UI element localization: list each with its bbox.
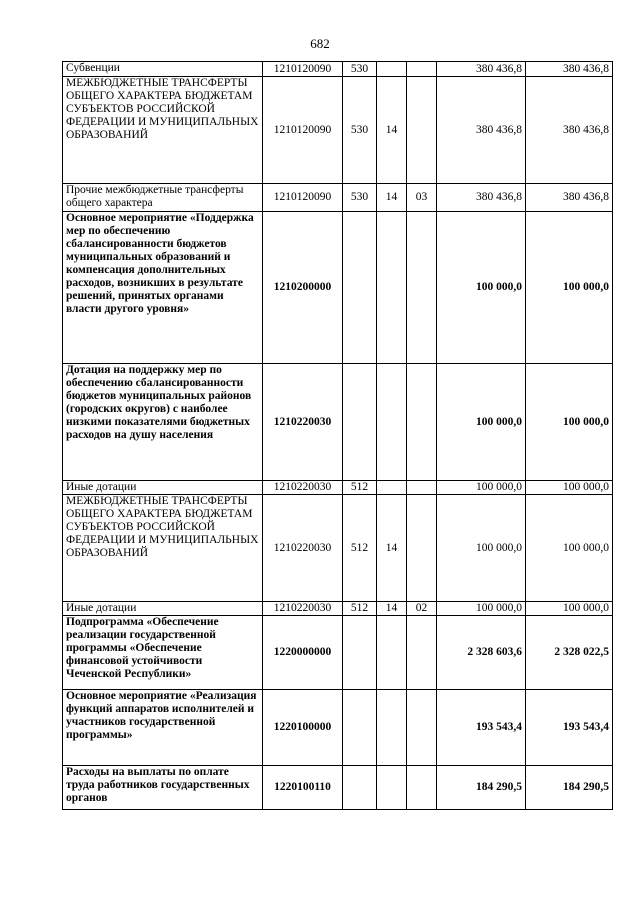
row-amount-2-cell: 100 000,0	[526, 495, 613, 602]
table-row	[63, 616, 613, 690]
row-code-cell: 1220000000	[263, 616, 343, 690]
row-code-cell: 1210200000	[263, 212, 343, 364]
row-name-cell: Основное мероприятие «Поддержка мер по обеспечению сбалансированности бюджетов муниципальных образований и компенсация дополнительных расходов, возникших в результате решений, принятых органами власти другого уровня»	[63, 212, 263, 364]
row-expense-type-cell	[343, 212, 377, 364]
row-subsection-cell	[407, 481, 437, 495]
budget-table	[62, 61, 613, 810]
row-expense-type-cell: 512	[343, 495, 377, 602]
row-amount-2-cell: 100 000,0	[526, 364, 613, 481]
row-code-cell: 1210120090	[263, 77, 343, 184]
row-section-cell: 14	[377, 77, 407, 184]
row-section-cell	[377, 212, 407, 364]
table-row	[63, 212, 613, 364]
row-name-cell: МЕЖБЮДЖЕТНЫЕ ТРАНСФЕРТЫ ОБЩЕГО ХАРАКТЕРА БЮДЖЕТАМ СУБЪЕКТОВ РОССИЙСКОЙ ФЕДЕРАЦИИ И МУНИЦИПАЛЬНЫХ ОБРАЗОВАНИЙ	[63, 77, 263, 184]
row-section-cell: 14	[377, 184, 407, 212]
row-expense-type-cell: 530	[343, 77, 377, 184]
row-subsection-cell	[407, 364, 437, 481]
row-section-cell: 14	[377, 495, 407, 602]
row-amount-1-cell: 380 436,8	[437, 184, 526, 212]
row-amount-2-cell: 380 436,8	[526, 184, 613, 212]
row-code-cell: 1210120090	[263, 184, 343, 212]
row-code-cell: 1210220030	[263, 364, 343, 481]
table-row	[63, 62, 613, 77]
row-subsection-cell: 02	[407, 602, 437, 616]
row-code-cell: 1210220030	[263, 602, 343, 616]
table-row	[63, 495, 613, 602]
row-name-cell: Основное мероприятие «Реализация функций аппаратов исполнителей и участников государственной программы»	[63, 690, 263, 766]
row-amount-2-cell: 100 000,0	[526, 602, 613, 616]
row-amount-1-cell: 100 000,0	[437, 364, 526, 481]
row-amount-1-cell: 193 543,4	[437, 690, 526, 766]
row-amount-2-cell: 100 000,0	[526, 481, 613, 495]
row-expense-type-cell	[343, 766, 377, 810]
row-subsection-cell	[407, 62, 437, 77]
row-section-cell	[377, 364, 407, 481]
page-number: 682	[310, 36, 330, 51]
row-subsection-cell	[407, 212, 437, 364]
row-amount-2-cell: 193 543,4	[526, 690, 613, 766]
row-amount-2-cell: 380 436,8	[526, 77, 613, 184]
row-expense-type-cell: 512	[343, 602, 377, 616]
row-section-cell	[377, 616, 407, 690]
row-name-cell: Иные дотации	[63, 481, 263, 495]
row-amount-1-cell: 100 000,0	[437, 212, 526, 364]
row-amount-1-cell: 100 000,0	[437, 495, 526, 602]
row-name-cell: Прочие межбюджетные трансферты общего характера	[63, 184, 263, 212]
row-amount-2-cell: 184 290,5	[526, 766, 613, 810]
table-row	[63, 602, 613, 616]
row-expense-type-cell	[343, 616, 377, 690]
row-name-cell: Дотация на поддержку мер по обеспечению сбалансированности бюджетов муниципальных районов (городских округов) с наиболее низкими показателями бюджетных расходов на душу населения	[63, 364, 263, 481]
row-section-cell	[377, 766, 407, 810]
row-expense-type-cell	[343, 690, 377, 766]
table-row	[63, 77, 613, 184]
row-amount-2-cell: 2 328 022,5	[526, 616, 613, 690]
row-expense-type-cell: 512	[343, 481, 377, 495]
row-name-cell: МЕЖБЮДЖЕТНЫЕ ТРАНСФЕРТЫ ОБЩЕГО ХАРАКТЕРА БЮДЖЕТАМ СУБЪЕКТОВ РОССИЙСКОЙ ФЕДЕРАЦИИ И МУНИЦИПАЛЬНЫХ ОБРАЗОВАНИЙ	[63, 495, 263, 602]
row-code-cell: 1220100000	[263, 690, 343, 766]
row-subsection-cell	[407, 690, 437, 766]
table-row	[63, 364, 613, 481]
row-code-cell: 1210120090	[263, 62, 343, 77]
row-amount-1-cell: 100 000,0	[437, 481, 526, 495]
row-subsection-cell	[407, 766, 437, 810]
row-expense-type-cell	[343, 364, 377, 481]
table-row	[63, 766, 613, 810]
row-subsection-cell	[407, 77, 437, 184]
row-code-cell: 1210220030	[263, 495, 343, 602]
row-name-cell: Подпрограмма «Обеспечение реализации государственной программы «Обеспечение финансовой устойчивости Чеченской Республики»	[63, 616, 263, 690]
table-row	[63, 184, 613, 212]
row-amount-1-cell: 380 436,8	[437, 77, 526, 184]
row-code-cell: 1210220030	[263, 481, 343, 495]
row-expense-type-cell: 530	[343, 184, 377, 212]
row-subsection-cell: 03	[407, 184, 437, 212]
row-subsection-cell	[407, 495, 437, 602]
row-name-cell: Иные дотации	[63, 602, 263, 616]
row-amount-1-cell: 380 436,8	[437, 62, 526, 77]
row-expense-type-cell: 530	[343, 62, 377, 77]
row-amount-2-cell: 100 000,0	[526, 212, 613, 364]
table-row	[63, 690, 613, 766]
table-row	[63, 481, 613, 495]
row-subsection-cell	[407, 616, 437, 690]
row-section-cell	[377, 481, 407, 495]
row-amount-1-cell: 184 290,5	[437, 766, 526, 810]
row-section-cell	[377, 62, 407, 77]
row-section-cell: 14	[377, 602, 407, 616]
row-code-cell: 1220100110	[263, 766, 343, 810]
row-amount-1-cell: 100 000,0	[437, 602, 526, 616]
row-name-cell: Расходы на выплаты по оплате труда работников государственных органов	[63, 766, 263, 810]
row-name-cell: Субвенции	[63, 62, 263, 77]
row-amount-1-cell: 2 328 603,6	[437, 616, 526, 690]
row-amount-2-cell: 380 436,8	[526, 62, 613, 77]
row-section-cell	[377, 690, 407, 766]
